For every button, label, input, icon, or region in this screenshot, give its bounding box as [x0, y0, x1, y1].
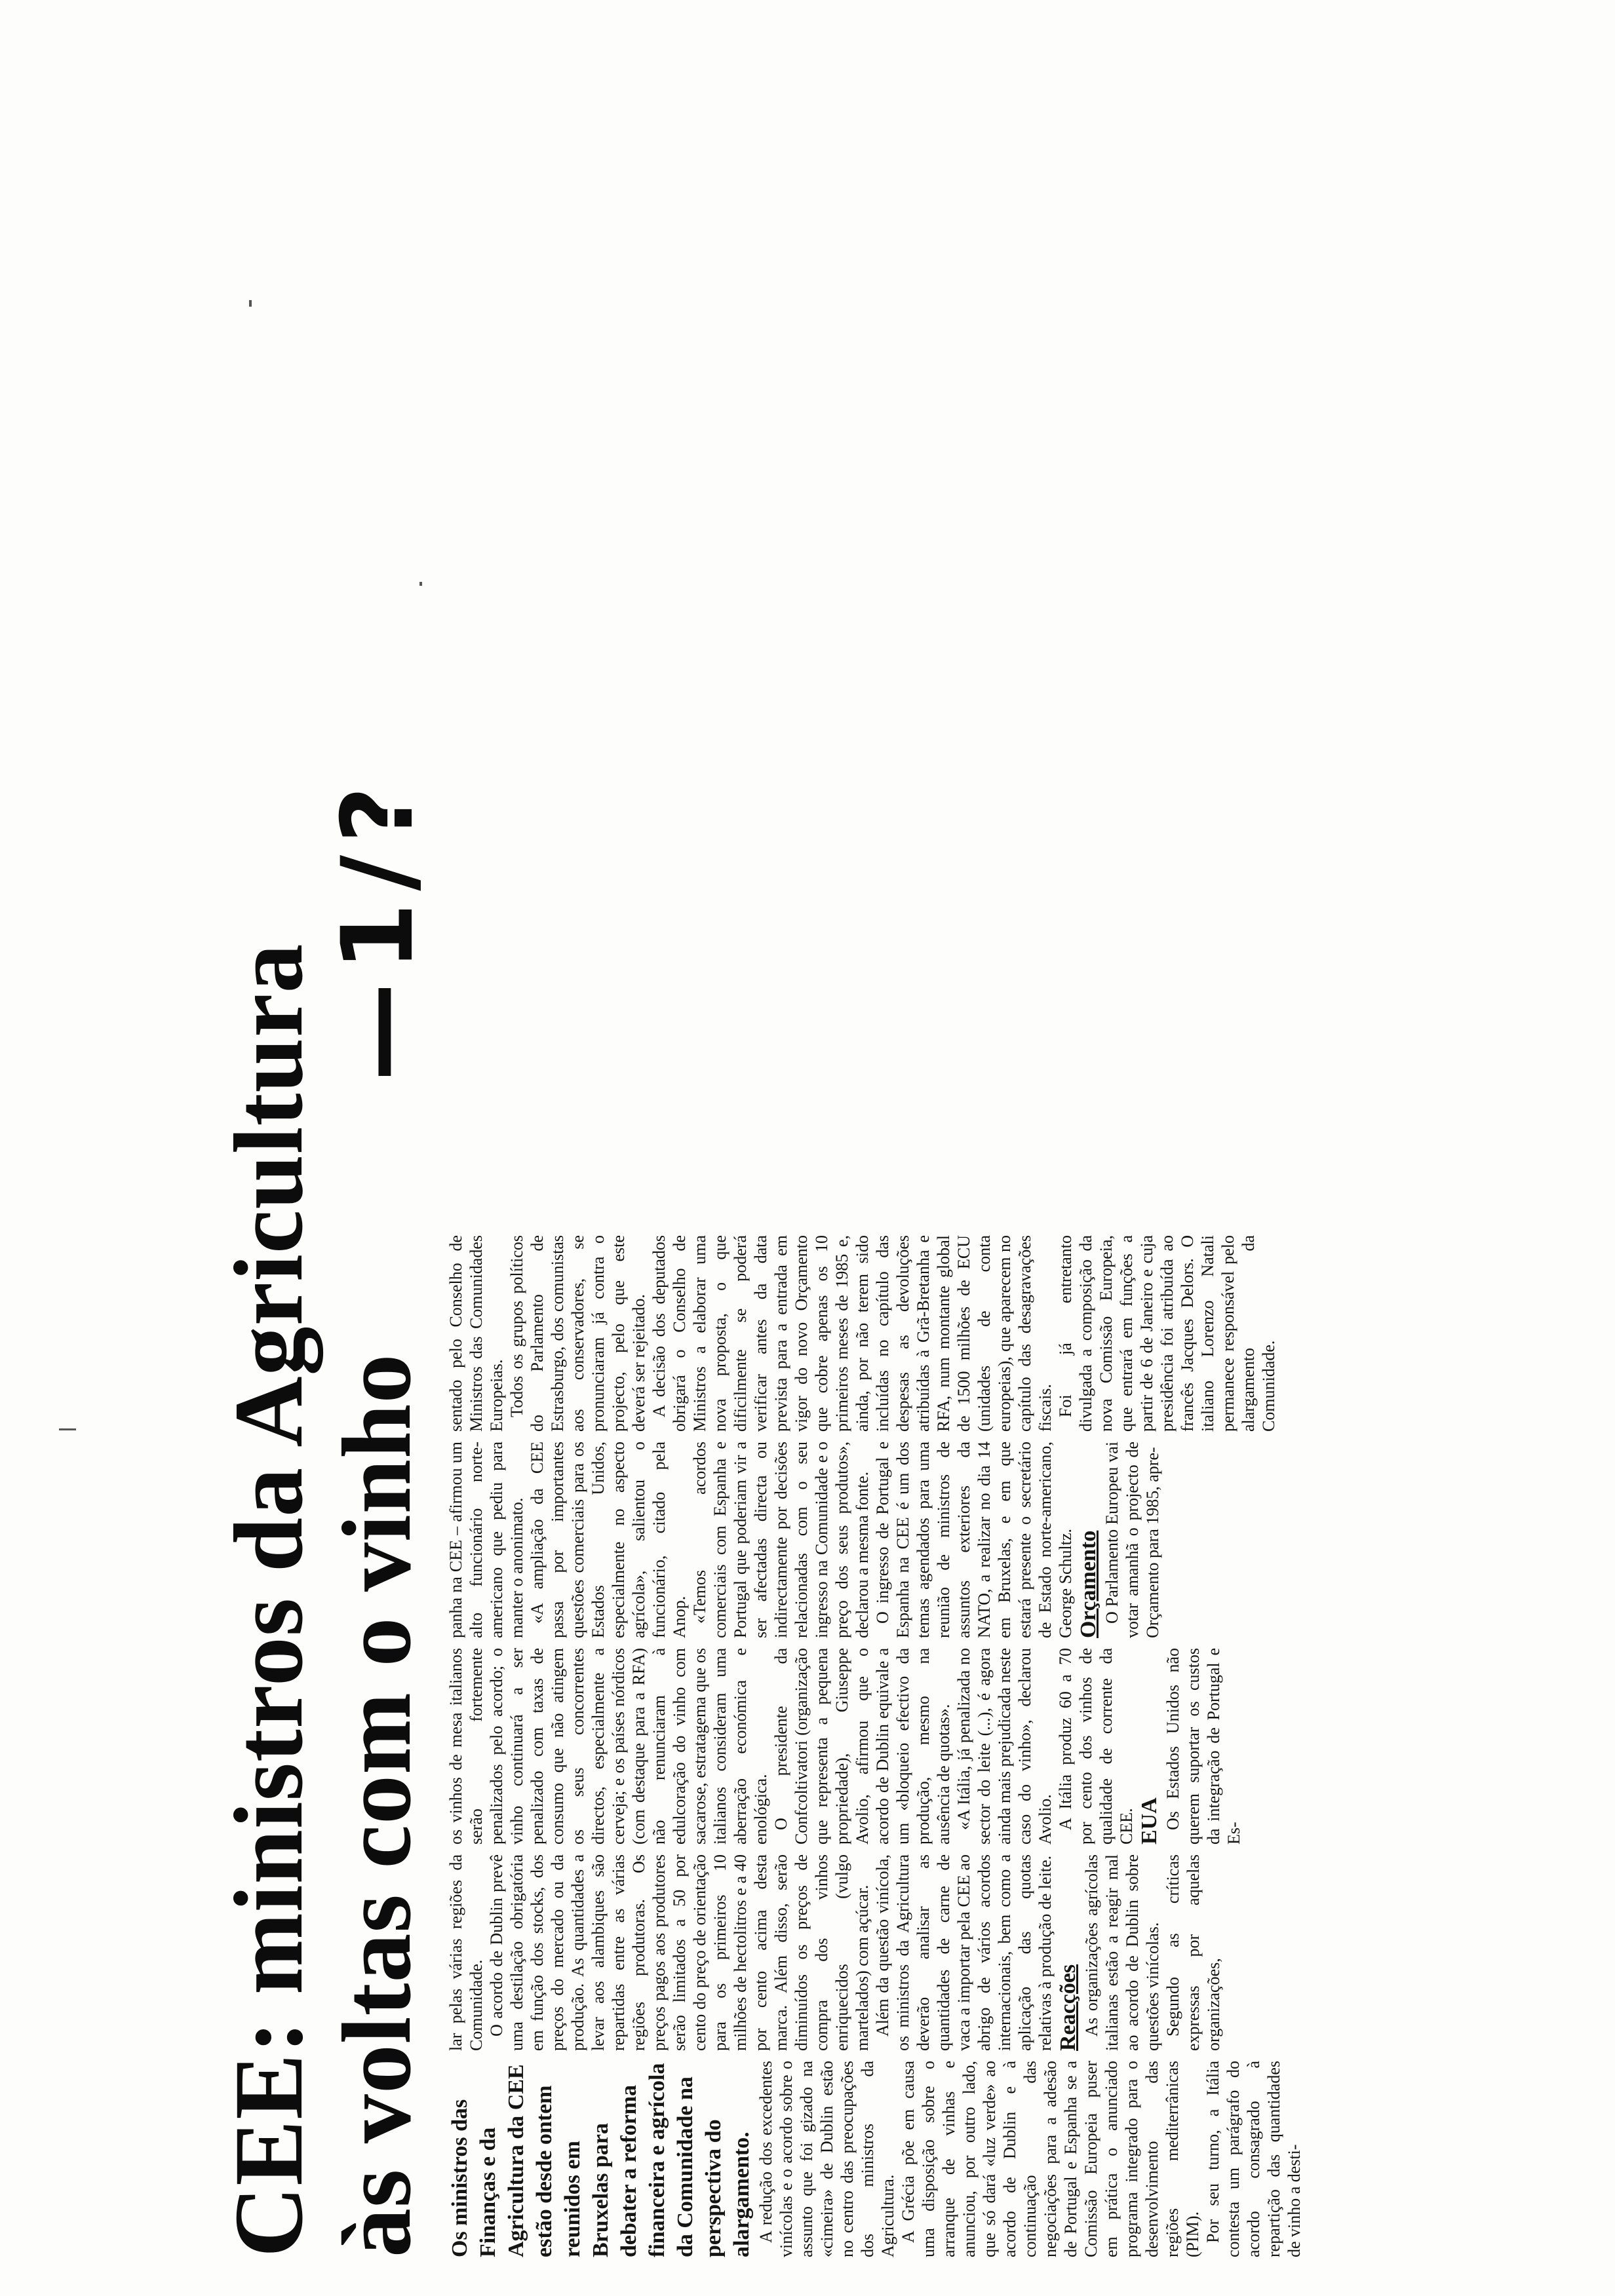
body-paragraph: os vinhos de mesa italianos serão fortemente penalizados pelo acordo; o vinho continuará a ser penalizado com taxas de consumo que não atingem os seus concorrentes directos, especialmente a cerveja; e os países nórdicos (com destaque para a RFA) não renunciaram à edulcoração do vinho com sacarose, estratagema que os italianos consideram uma aberração económica e enológica.: [446, 1648, 770, 1845]
section-heading-reaccoes: Reacções: [1056, 1964, 1080, 2051]
body-paragraph: «Temos acordos comerciais com Espanha e Portugal que poderiam vir a ser afectadas directa ou indirectamente por decisões relacionadas com o seu ingresso na Comunidade e o preço dos seus produtos», declarou a mesma fonte.: [690, 1442, 872, 1638]
body-paragraph: Por seu turno, a Itália contesta um parágrafo do acordo consagrado à repartição das quantidades de vinho a desti-: [1203, 2061, 1304, 2257]
body-paragraph: «A ampliação da CEE passa por importantes questões comerciais para os Estados Unidos, especialmente no aspecto agrícola», salientou o funcionário, citado pela Anop.: [528, 1442, 689, 1638]
body-paragraph: sentado pelo Conselho de Ministros das Comunidades Europeias.: [446, 1235, 506, 1432]
headline-line-1: CEE: ministros da Agricultura: [214, 943, 323, 2257]
body-paragraph: O Parlamento Europeu vai votar amanhã o projecto de Orçamento para 1985, apre-: [1102, 1442, 1162, 1638]
section-heading-eua: EUA: [1137, 1797, 1161, 1845]
body-paragraph: Os Estados Unidos não querem suportar os custos da integração de Portugal e Es-: [1163, 1648, 1243, 1845]
body-paragraph: A decisão dos deputados obrigará o Conselho de Ministros a elaborar uma nova proposta, o que dificilmente se poderá verificar antes da data prevista para a entrada em vigor do novo Orçamento que cobre apenas os 10 primeiros meses de 1985 e, ainda, por não terem sido incluídas no capítulo das despesas as devoluções atribuídas à Grã-Bretanha e RFA, num montante global de 1500 milhões de ECU (unidades de conta europeias), que aparecem no capítulo das desagravações fiscais.: [650, 1235, 1055, 1432]
newspaper-clipping: [216, 292, 1514, 2257]
scan-speck: [59, 1428, 76, 1430]
article-column-3: [446, 1648, 1514, 1845]
body-paragraph: Além da questão vinícola, os ministros da Agricultura deverão analisar as quantidades de carne de vaca a importar pela CEE ao abrigo de vários acordos internacionais, bem como a aplicação das quotas relativas à produção de leite.: [873, 1854, 1055, 2051]
body-paragraph: Todos os grupos políticos do Parlamento de Estrasburgo, dos comunistas aos conservadores, se pronunciaram já contra o projecto, pelo que este deverá ser rejeitado.: [507, 1235, 648, 1432]
body-paragraph: As organizações agrícolas italianas estão a reagir mal ao acordo de Dublin sobre questões vinícolas.: [1082, 1854, 1162, 2051]
headline-line-2: às voltas com o vinho: [322, 1353, 431, 2257]
body-paragraph: A Itália produz 60 a 70 por cento dos vinhos de qualidade de corrente da CEE.: [1056, 1648, 1136, 1845]
body-paragraph: A redução dos excedentes vinícolas e o acordo sobre o assunto que foi gizado na «cimeira» de Dublin estão no centro das preocupações dos ministros da Agricultura.: [756, 2061, 897, 2257]
article-column-1: [446, 2061, 1514, 2257]
body-paragraph: O presidente da Confcoltivatori (organização que representa a pequena propriedade), Giuseppe Avolio, afirmou que o acordo de Dublin equivale a um «bloqueio efectivo da produção, mesmo na ausência de quotas».: [771, 1648, 953, 1845]
body-paragraph: O ingresso de Portugal e Espanha na CEE é um dos temas agendados para uma reunião de ministros de assuntos exteriores da NATO, a realizar no dia 14 em Bruxelas, e em que estará presente o secretário de Estado norte-americano, George Schultz.: [873, 1442, 1075, 1638]
body-paragraph: O acordo de Dublin prevê uma destilação obrigatória em função dos stocks, dos preços do mercado ou da produção. As quantidades a levar aos alambiques são repartidas entre as várias regiões produtoras. Os preços pagos aos produtores serão limitados a 50 por cento do preço de orientação para os primeiros 10 milhões de hectolitros e a 40 por cento acima desta marca. Além disso, serão diminuídos os preços de compra dos vinhos enriquecidos (vulgo martelados) com açúcar.: [487, 1854, 872, 2051]
body-paragraph: «A Itália, já penalizada no sector do leite (...), é agora ainda mais prejudicada neste caso do vinho», declarou Avolio.: [954, 1648, 1055, 1845]
body-paragraph: lar pelas várias regiões da Comunidade.: [446, 1854, 486, 2051]
section-heading-orcamento: Orçamento: [1076, 1530, 1100, 1638]
article-column-5: [446, 1235, 1514, 1432]
body-paragraph: Segundo as críticas expressas por aquelas organizações,: [1163, 1854, 1223, 2051]
article-column-2: [446, 1854, 1514, 2051]
article-column-4: [446, 1442, 1514, 1638]
handwritten-mark: —1/?: [321, 774, 435, 1081]
body-paragraph: Foi já entretanto divulgada a composição da nova Comissão Europeia, que entrará em funções a partir de 6 de Janeiro e cuja presidência foi atribuída ao francês Jacques Delors. O italiano Lorenzo Natali permanece responsável pelo alargamento da Comunidade.: [1056, 1235, 1278, 1432]
body-paragraph: A Grécia põe em causa uma disposição sobre o arranque de vinhas e anunciou, por outro lado, que só dará «luz verde» ao acordo de Dublin e à continuação das negociações para a adesão de Portugal e Espanha se a Comissão Europeia puser em prática o anunciado programa integrado para o desenvolvimento das regiões mediterrânicas (PIM).: [899, 2061, 1202, 2257]
body-paragraph: panha na CEE – afirmou um alto funcionário norte-americano que pediu para manter o anonimato.: [446, 1442, 526, 1638]
lead-paragraph: Os ministros das Finanças e da Agricultura da CEE estão desde ontem reunidos em Bruxelas para debater a reforma financeira e agrícola da Comunidade na perspectiva do alargamento.: [448, 2063, 754, 2257]
